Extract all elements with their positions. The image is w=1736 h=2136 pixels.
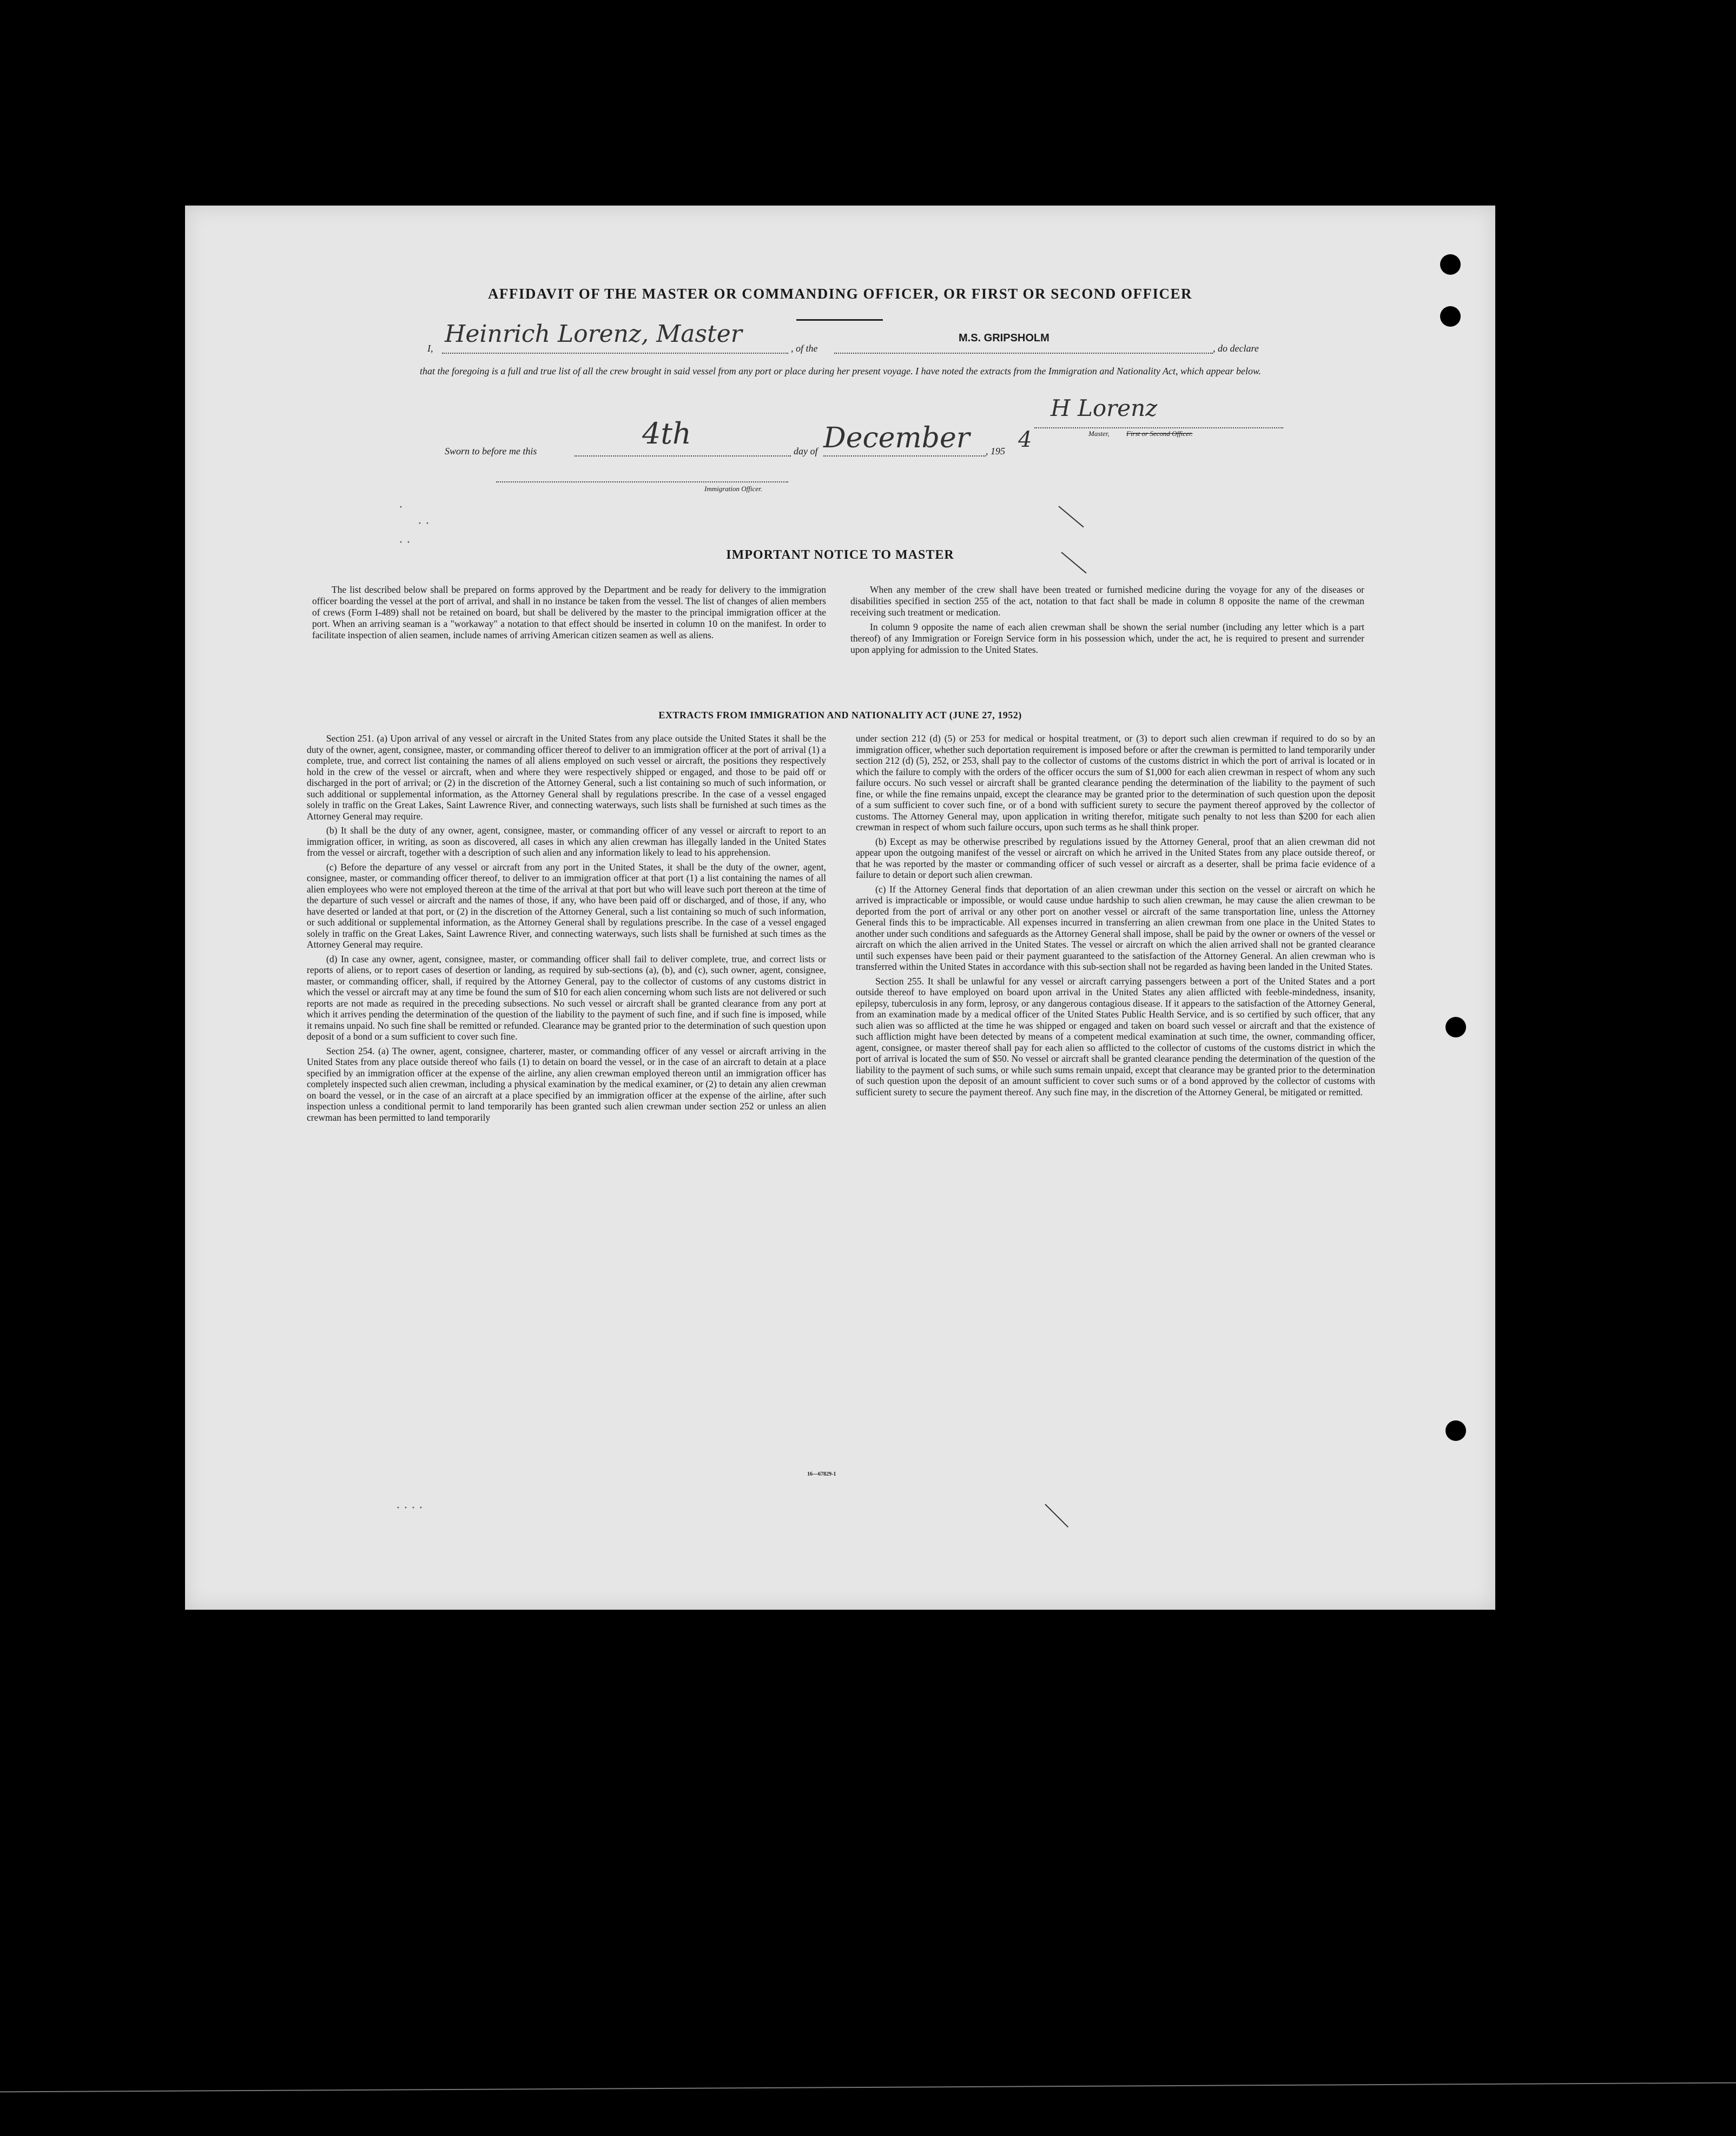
extract-paragraph: (b) Except as may be otherwise prescribed by regulations issued by the Attorney General, proof that an alien crewman did not appear upon the outgoing manifest of the vessel or aircraft on which he arrived in the United States from any place outside thereof, or that he was reported by the master or commanding officer of such vessel or aircraft as a deserter, shall be prima facie evidence of a failure to detain or deport such alien crewman.	[856, 836, 1375, 880]
affidavit-title: AFFIDAVIT OF THE MASTER OR COMMANDING OFFICER, OR FIRST OR SECOND OFFICER	[487, 286, 1193, 302]
margin-mark: · · · ·	[396, 1501, 423, 1515]
vessel-name: M.S. GRIPSHOLM	[959, 332, 1049, 344]
notice-title: IMPORTANT NOTICE TO MASTER	[726, 548, 954, 562]
officer-line	[496, 481, 788, 482]
tick-mark	[1058, 506, 1084, 527]
punch-hole	[1440, 254, 1461, 275]
officer-label: Immigration Officer.	[704, 485, 762, 493]
decl-do-declare: , do declare	[1213, 343, 1259, 354]
extract-paragraph: under section 212 (d) (5) or 253 for medical or hospital treatment, or (3) to deport such alien crewman if required to do so by an immigration officer, whether such deportation requirement is imposed before or after the crewman is permitted to land temporarily under section 212 (d) (5), 252, or 253, shall pay to the collector of customs of the customs district in which the port of arrival is located or in which the failure to comply with the orders of the officer occurs the sum of $1,000 for each alien crewman in respect of whom any such failure occurs. No such vessel or aircraft shall be granted clearance pending the determination of the liability to the payment of such fine, or while the fine remains unpaid, except the clearance may be granted prior to the determination of such question upon the deposit of a sum sufficient to cover such fine, or of a bond with sufficient surety to secure the payment thereof approved by the collector of customs. The Attorney General may, upon application in writing therefor, mitigate such penalty to not less than $200 for each alien crewman in respect of whom such failure occurs, upon such terms as he shall think proper.	[856, 733, 1375, 832]
month-line	[823, 455, 986, 457]
extract-paragraph: (c) Before the departure of any vessel or aircraft from any port in the United States, it shall be the duty of the owner, agent, consignee, master, or commanding officer thereof, to deliver to an immigration officer at that port (1) a list containing the names of all alien employees who were not employed thereon at the time of the arrival at that port but who will leave such port thereon at the time of the departure of such vessel or aircraft and the names of those, if any, who have been paid off or discharged, and of those, if any, who have deserted or landed at that port, or (2) in the discretion of the Attorney General, such a list containing so much of such information, or such additional or supplemental information, as the Attorney General shall by regulations prescribe. In the case of a vessel engaged solely in traffic on the Great Lakes, Saint Lawrence River, and connecting waterways, such lists shall be furnished at such times as the Attorney General may require.	[307, 861, 826, 950]
margin-mark: · ·	[418, 517, 430, 531]
sworn-year-prefix: , 195	[986, 446, 1005, 457]
extracts-right-column	[856, 733, 1375, 1101]
master-signature: H Lorenz	[1051, 395, 1158, 421]
signature-line	[1034, 427, 1283, 428]
extract-paragraph: (b) It shall be the duty of any owner, agent, consignee, master, or commanding officer of any vessel or aircraft to report to an immigration officer, in writing, as soon as discovered, all cases in which any alien crewman has illegally landed in the United States from the vessel or aircraft, together with a description of such alien and any information likely to lead to his apprehension.	[307, 825, 826, 858]
decl-prefix: I,	[427, 343, 433, 354]
punch-hole	[1445, 1420, 1466, 1441]
notice-right-paragraph-1: When any member of the crew shall have been treated or furnished medicine during the voyage for any of the diseases or disabilities specified in section 255 of the act, notation to that fact shall be made in column 8 opposite the name of the crewman receiving such treatment or medication.	[850, 584, 1364, 618]
punch-hole	[1445, 1017, 1466, 1037]
handwritten-month: December	[823, 422, 970, 454]
notice-left	[312, 584, 826, 644]
scan-artifact-line	[0, 2082, 1736, 2093]
punch-hole	[1440, 306, 1461, 327]
notice-right-paragraph-2: In column 9 opposite the name of each alien crewman shall be shown the serial number (including any letter which is a part thereof) of any Immigration or Foreign Service form in his possession which, under the act, he is required to present and surrender upon applying for admission to the United States.	[850, 621, 1364, 655]
handwritten-year: 4	[1018, 427, 1032, 452]
handwritten-name: Heinrich Lorenz, Master	[445, 320, 742, 348]
tick-mark	[1045, 1504, 1068, 1527]
margin-mark: ·	[399, 500, 403, 514]
day-line	[575, 455, 791, 457]
handwritten-day: 4th	[642, 416, 691, 451]
signature-label-struck: First or Second Officer.	[1126, 429, 1193, 438]
margin-mark: · ·	[399, 535, 411, 550]
notice-left-paragraph: The list described below shall be prepared on forms approved by the Department and be ready for delivery to the immigration officer boarding the vessel at the port of arrival, and shall in no instance be taken from the vessel. The list of changes of alien members of crews (Form I-489) shall not be retained on board, but shall be delivered by the master to the principal immigration officer at the port. When an arriving seaman is a "workaway" a notation to that effect should be inserted in column 10 on the manifest. In order to facilitate inspection of alien seamen, include names of arriving American citizen seamen as well as aliens.	[312, 584, 826, 640]
sworn-day-of: day of	[794, 446, 818, 457]
sworn-prefix: Sworn to before me this	[445, 446, 537, 457]
extract-paragraph: Section 254. (a) The owner, agent, consignee, charterer, master, or commanding officer of any vessel or aircraft arriving in the United States from any place outside thereof who fails (1) to detain on board the vessel, or in the case of an aircraft to detain at a place specified by an immigration officer at the expense of the airline, any alien crewman employed thereon until an immigration officer has completely inspected such alien crewman, including a physical examination by the medical examiner, or (2) to detain any alien crewman on board the vessel, or in the case of an aircraft at a place specified by an immigration officer at the expense of the airline, after such inspection unless a conditional permit to land temporarily has been granted such alien crewman under section 252 or unless an alien crewman has been permitted to land temporarily	[307, 1045, 826, 1123]
extracts-title: EXTRACTS FROM IMMIGRATION AND NATIONALITY ACT (JUNE 27, 1952)	[658, 710, 1022, 720]
form-number: 16—67829-1	[807, 1471, 836, 1477]
title-divider	[796, 319, 883, 321]
decl-of-the: , of the	[791, 343, 818, 354]
declaration-text: that the foregoing is a full and true list of all the crew brought in said vessel from any port or place during her present voyage. I have noted the extracts from the Immigration and Nationality Act, which appear below.	[420, 366, 1262, 376]
extract-paragraph: Section 255. It shall be unlawful for any vessel or aircraft carrying passengers between a port of the United States and a port outside thereof to have employed on board upon arrival in the United States any alien afflicted with feeble-mindedness, insanity, epilepsy, tuberculosis in any form, leprosy, or any dangerous contagious disease. If it appears to the satisfaction of the Attorney General, from an examination made by a medical officer of the United States Public Health Service, and is so certified by such officer, that any such alien was so afflicted at the time he was shipped or engaged and taken on board such vessel or aircraft and that the existence of such affliction might have been detected by means of a competent medical examination at such time, the owner, commanding officer, agent, consignee, or master thereof shall pay for each alien so afflicted to the collector of customs of the customs district in which the port of arrival is located the sum of $50. No vessel or aircraft shall be granted clearance pending the determination of the question of the liability to the payment of such sums, or while such sums remain unpaid, except that clearance may be granted prior to the determination of such question upon the deposit of an amount sufficient to cover such sums or of a bond approved by the collector of customs with sufficient surety to secure the payment thereof. Any such fine may, in the discretion of the Attorney General, be mitigated or remitted.	[856, 975, 1375, 1097]
notice-right	[850, 584, 1364, 659]
extract-paragraph: Section 251. (a) Upon arrival of any vessel or aircraft in the United States from any place outside the United States it shall be the duty of the owner, agent, consignee, master, or commanding officer thereof to deliver to an immigration officer at the port of arrival (1) a complete, true, and correct list containing the names of all aliens employed on such vessel or aircraft, the positions they respectively hold in the crew of the vessel or aircraft, when and where they were respectively shipped or engaged, and those to be paid off or discharged in the port of arrival; or (2) in the discretion of the Attorney General, such a list containing so much of such information, or such additional or supplemental information, as the Attorney General shall by regulations prescribe. In the case of a vessel engaged solely in traffic on the Great Lakes, Saint Lawrence River, and connecting waterways, such lists shall be furnished at such times as the Attorney General may require.	[307, 733, 826, 822]
name-line	[442, 353, 788, 354]
document-page	[185, 206, 1495, 1610]
signature-label-master: Master,	[1088, 429, 1110, 438]
extract-paragraph: (c) If the Attorney General finds that deportation of an alien crewman under this section on the vessel or aircraft on which he arrived is impracticable or impossible, or would cause undue hardship to such alien crewman, he may cause the alien crewman to be deported from the port of arrival or any other port on another vessel or aircraft of the same transportation line, unless the Attorney General finds this to be impracticable. All expenses incurred in transferring an alien crewman from one place in the United States to another under such conditions and safeguards as the Attorney General shall impose, shall be paid by the owner or owners of the vessel or aircraft on which the alien arrived in the United States. The vessel or aircraft on which the alien arrived shall not be granted clearance until such expenses have been paid or their payment guaranteed to the satisfaction of the Attorney General. An alien crewman who is transferred within the United States in accordance with this sub-section shall not be regarded as having been landed in the United States.	[856, 883, 1375, 972]
vessel-line	[834, 353, 1213, 354]
extracts-left-column	[307, 733, 826, 1126]
extract-paragraph: (d) In case any owner, agent, consignee, master, or commanding officer shall fail to deliver complete, true, and correct lists or reports of aliens, or to report cases of desertion or landing, as required by sub-sections (a), (b), and (c), such owner, agent, consignee, master, or commanding officer, shall, if required by the Attorney General, pay to the collector of customs of any customs district in which the vessel or aircraft may at any time be found the sum of $10 for each alien concerning whom such lists are not delivered or such reports are not made as required in the preceding subsections. No such vessel or aircraft shall be granted clearance from any port at which it arrives pending the determination of the question of the liability to the payment of such fine, and if such fine is imposed, while it remains unpaid. No such fine shall be remitted or refunded. Clearance may be granted prior to the determination of such question upon deposit of a bond or a sum sufficient to cover such fine.	[307, 953, 826, 1042]
